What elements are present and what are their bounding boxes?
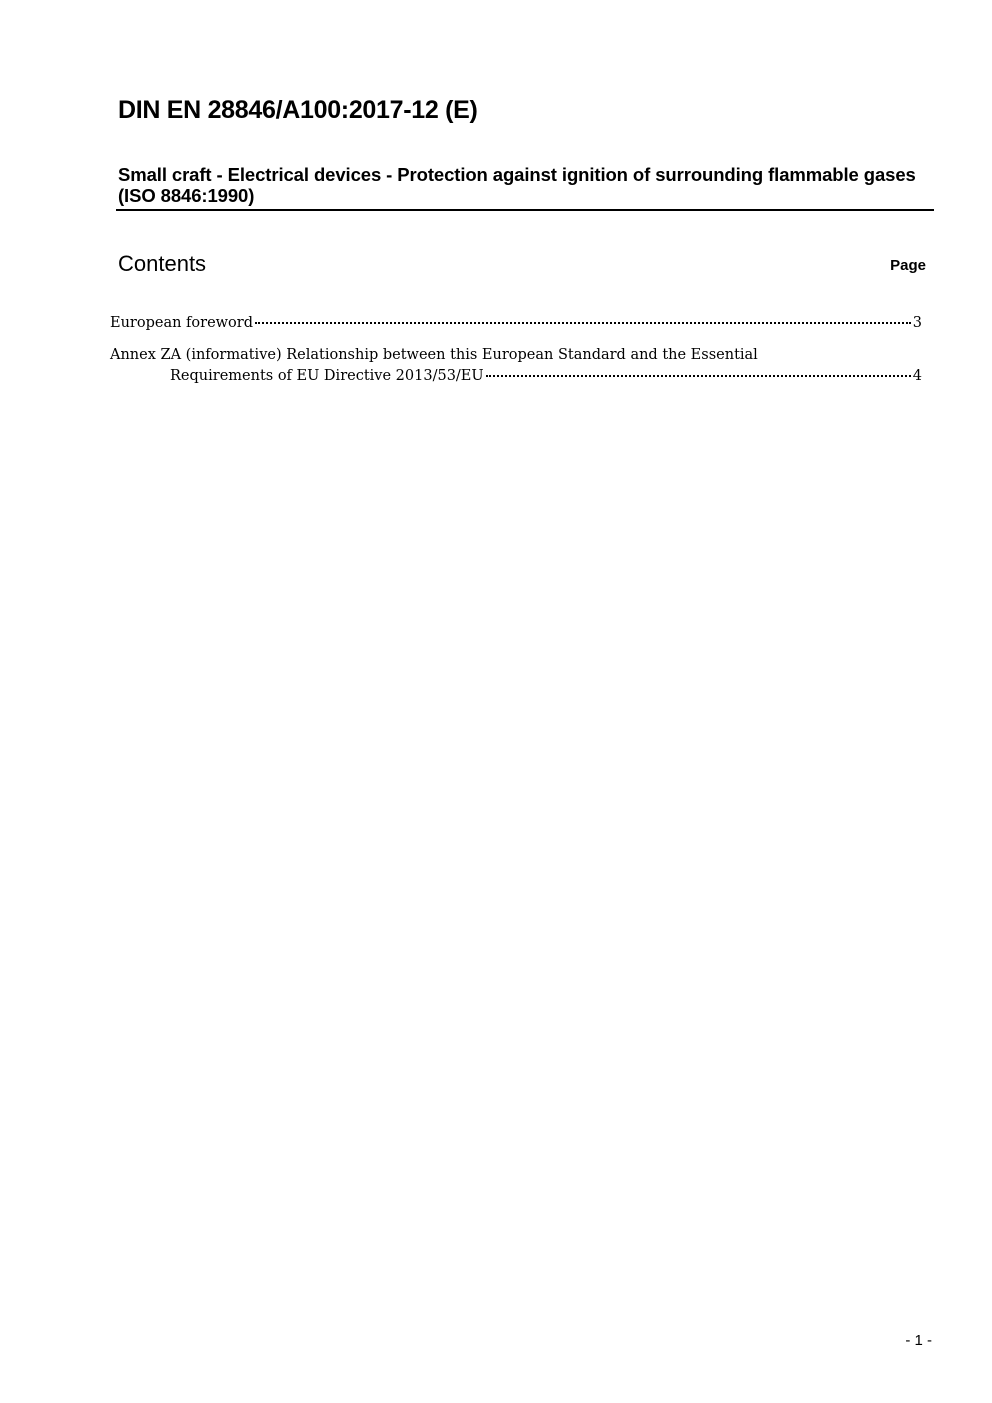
page-number: - 1 -: [905, 1332, 932, 1349]
document-id: DIN EN 28846/A100:2017-12 (E): [118, 96, 478, 124]
toc-dot-leader: [486, 373, 911, 377]
toc-entry-label-continuation: Requirements of EU Directive 2013/53/EU: [170, 368, 484, 384]
toc-dot-leader: [255, 320, 911, 324]
toc-entry-page: 4: [912, 368, 922, 384]
contents-heading: Contents: [118, 251, 207, 276]
toc-entry-label: Annex ZA (informative) Relationship between this European Standard and the Essential: [110, 347, 758, 363]
toc-entry-european-foreword[interactable]: [110, 313, 922, 334]
title-underline: [116, 209, 934, 211]
table-of-contents: [110, 313, 922, 387]
toc-entry-label: European foreword: [110, 315, 254, 331]
page-column-label: Page: [890, 257, 926, 274]
toc-entry-page: 3: [912, 315, 922, 331]
document-title: Small craft - Electrical devices - Protection against ignition of surrounding flammable gases (ISO 8846:1990): [118, 164, 916, 206]
toc-entry-annex-za[interactable]: [110, 345, 922, 387]
